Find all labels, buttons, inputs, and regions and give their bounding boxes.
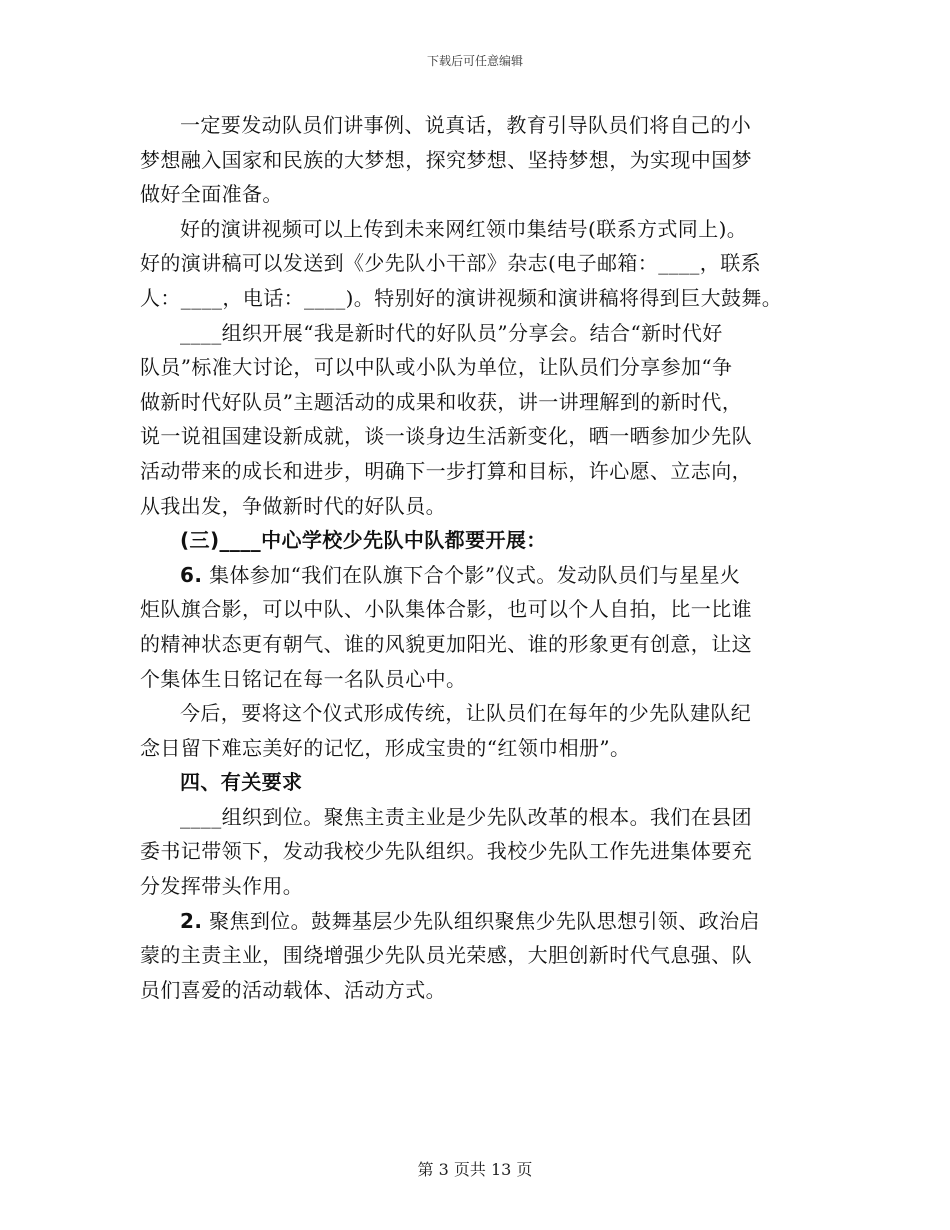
paragraph-group-photo bbox=[140, 558, 830, 696]
paragraph-sharing-session: ____组织开展“我是新时代的好队员”分享会。结合“新时代好 队员”标准大讨论，可以中队或小队为单位，让队员们分享参加“争 做新时代好队员”主题活动的成果和收获，讲一讲理解到的新时代， 说一说祖国建设新成就，谈一谈身边生活新变化，晒一晒参加少先队 活动带来的成长和进步，明确下一步打算和目标，许心愿、立志向， 从我出发，争做新时代的好队员。 bbox=[140, 320, 752, 518]
item-number: 6. bbox=[180, 562, 203, 587]
item-text: 集体参加“我们在队旗下合个影”仪式。发动队员们与星星火 炬队旗合影，可以中队、小队集体合影，也可以个人自拍，比一比谁 的精神状态更有朝气、谁的风貌更加阳光、谁的形象更有创意，让这 个集体生日铭记在每一名队员心中。 bbox=[140, 562, 752, 691]
item-number: 2. bbox=[180, 908, 203, 933]
paragraph-tradition: 今后，要将这个仪式形成传统，让队员们在每年的少先队建队纪 念日留下难忘美好的记忆，形成宝贵的“红领巾相册”。 bbox=[140, 701, 752, 760]
item-text: 聚焦到位。鼓舞基层少先队组织聚焦少先队思想引领、政治启 蒙的主责主业，围绕增强少先队员光荣感，大胆创新时代气息强、队 员们喜爱的活动载体、活动方式。 bbox=[140, 908, 760, 1002]
document-body bbox=[140, 108, 830, 1007]
paragraph-focus bbox=[140, 904, 830, 1008]
page-header: 下载后可任意编辑 bbox=[426, 54, 523, 68]
paragraph-organization: ____组织到位。聚焦主责主业是少先队改革的根本。我们在县团 委书记带领下，发动我校少先队组织。我校少先队工作先进集体要充 分发挥带头作用。 bbox=[140, 804, 752, 899]
section-heading-4: 四、有关要求 bbox=[180, 770, 303, 795]
page-footer: 第 3 页共 13 页 bbox=[417, 1160, 533, 1179]
section-heading-3: (三)____中心学校少先队中队都要开展： bbox=[180, 528, 547, 553]
paragraph-speech-video: 好的演讲视频可以上传到未来网红领巾集结号(联系方式同上)。 好的演讲稿可以发送到《少先队小干部》杂志(电子邮箱：____，联系 人：____，电话：____)。特别好的演讲视频和演讲稿将得到巨大鼓舞。 bbox=[140, 216, 783, 310]
paragraph-dream: 一定要发动队员们讲事例、说真话，教育引导队员们将自己的小 梦想融入国家和民族的大梦想，探究梦想、坚持梦想，为实现中国梦 做好全面准备。 bbox=[140, 113, 752, 207]
